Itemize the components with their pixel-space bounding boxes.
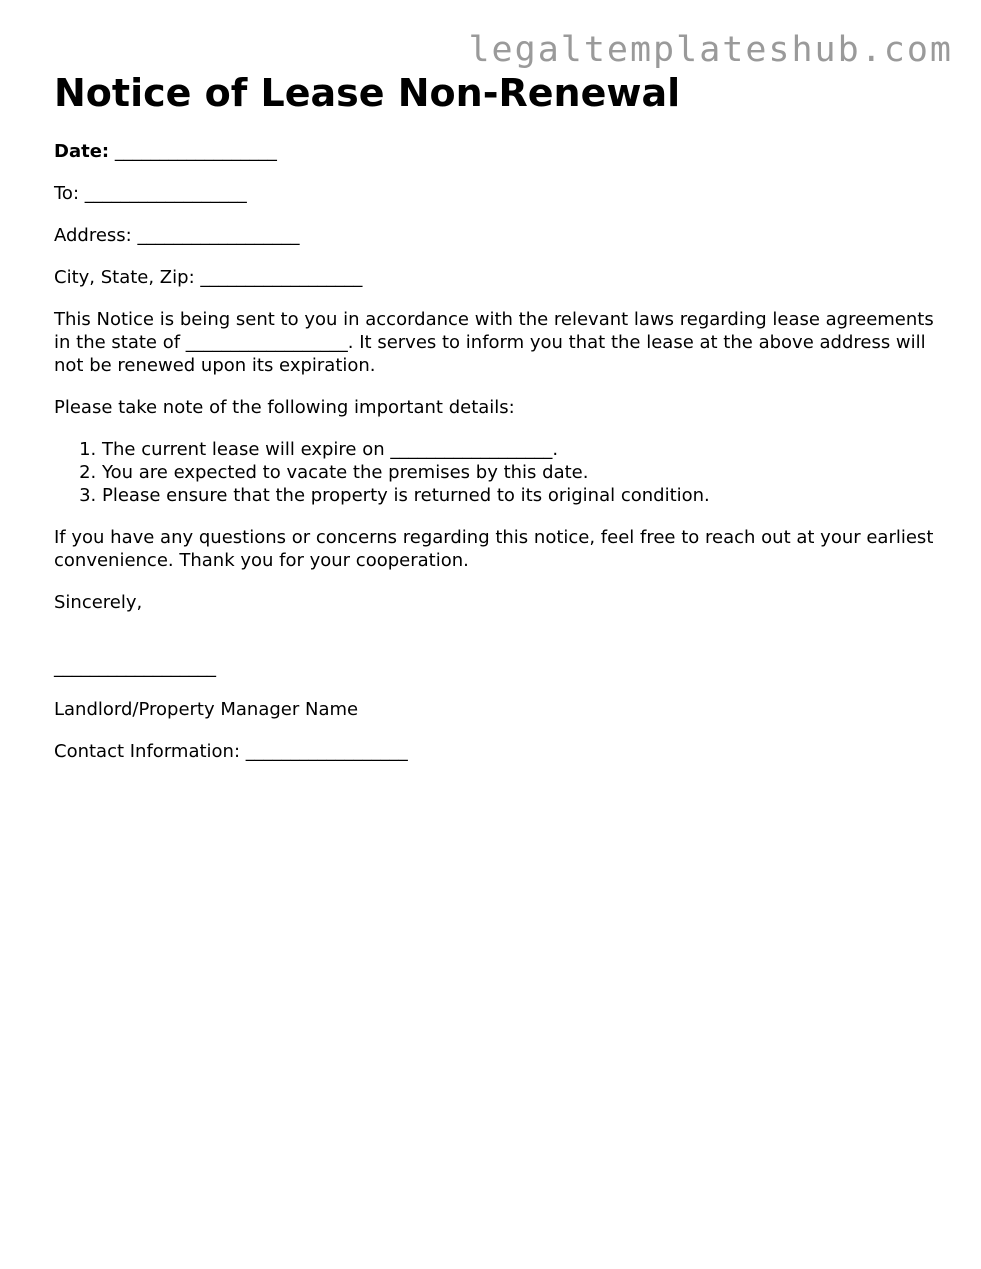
intro-paragraph: This Notice is being sent to you in accordance with the relevant laws regarding lease agreements in the state of __________________. It serves to inform you that the lease at the above address will not be renewed upon its expiration. [54,309,934,376]
date-label: Date: [54,141,110,162]
details-heading: Please take note of the following important details: [54,397,515,418]
list-item: 3. Please ensure that the property is returned to its original condition. [102,484,934,507]
watermark: legaltemplateshub.com [468,30,953,70]
list-item: 1. The current lease will expire on __________________. [102,438,934,461]
contact-field: Contact Information: __________________ [54,741,408,762]
signer-label: Landlord/Property Manager Name [54,699,359,720]
document-page [54,70,934,763]
to-field: To: __________________ [54,183,247,204]
date-field [54,140,934,163]
signoff: Sincerely, [54,592,143,613]
document-title: Notice of Lease Non-Renewal [54,71,681,115]
details-list [54,438,934,507]
document-body [54,140,934,763]
signature-line: __________________ [54,657,216,678]
date-blank: __________________ [114,141,277,162]
city-state-zip-field: City, State, Zip: __________________ [54,267,363,288]
address-field: Address: __________________ [54,225,300,246]
list-item: 2. You are expected to vacate the premises by this date. [102,461,934,484]
closing-paragraph: If you have any questions or concerns regarding this notice, feel free to reach out at your earliest convenience. Thank you for your cooperation. [54,527,934,571]
